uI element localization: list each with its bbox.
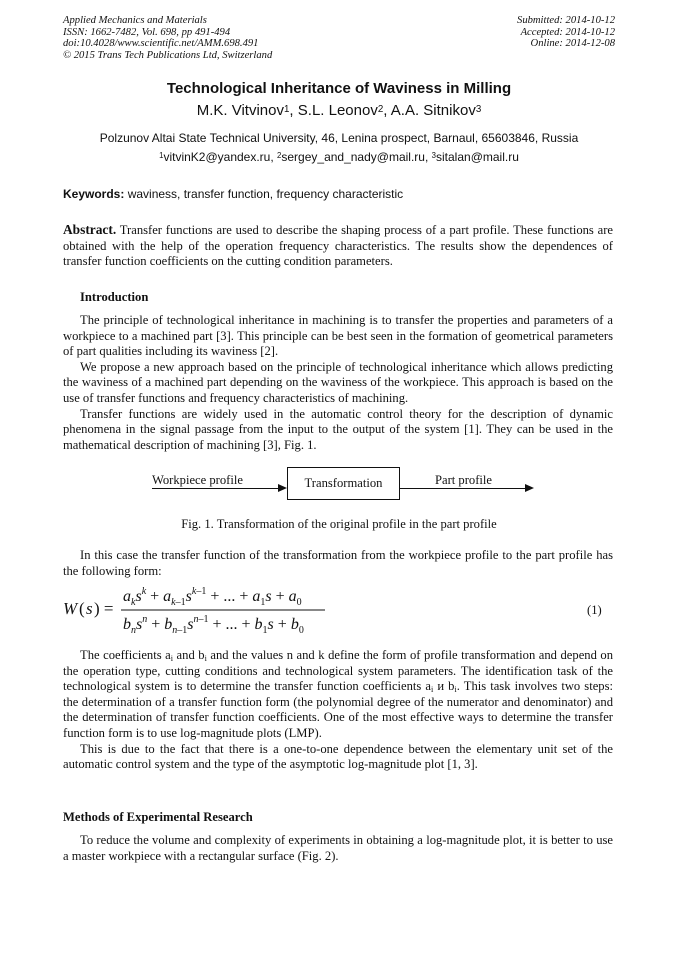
abstract-label: Abstract. [63, 222, 117, 237]
input-label: Workpiece profile [152, 473, 243, 487]
email-list: $^1$vitvinK2@yandex.ru, $^2$sergey_and_nady@mail.ru, $^3$sitalan@mail.ru [159, 150, 519, 164]
author-name: M.K. Vitvinov [196, 102, 284, 119]
output-line [400, 488, 526, 489]
equation-number: (1) [587, 603, 602, 617]
online-date: Online: 2014-12-08 [530, 38, 615, 50]
keywords-label: Keywords: [63, 187, 125, 201]
svg-text:(: ( [79, 599, 85, 618]
svg-text:) =: ) = [94, 599, 114, 618]
paragraph: Transfer functions are widely used in the automatic control theory for the description of dynamic phenomena in the signal passage from the input to the output of the system [1]. They can be used in the mathematical description of machining [3], Fig. 1. [63, 406, 613, 452]
journal-info [63, 15, 272, 61]
paper-title: Technological Inheritance of Waviness in Milling [166, 80, 512, 97]
email-address[interactable]: vitvinK2@yandex.ru [163, 150, 271, 164]
svg-text:s: s [86, 599, 93, 618]
arrow-head-icon [525, 484, 534, 492]
journal-name: Applied Mechanics and Materials [63, 15, 207, 26]
accepted-date: Accepted: 2014-10-12 [520, 26, 615, 38]
email-address[interactable]: sitalan@mail.ru [436, 150, 519, 164]
author-sup: 3 [475, 103, 482, 115]
coefficients-body [63, 648, 613, 773]
equation-numerator: $a_ks^k + a_k-1s^k-1$ + ... + $a_1s + a_0$ [123, 586, 302, 608]
author-sup: 1 [283, 103, 290, 115]
paragraph-transfer-function: In this case the transfer function of the transformation from the workpiece profile to the part profile has the following form: [63, 548, 613, 578]
transformation-box: Transformation [287, 467, 400, 500]
section-heading-methods: Methods of Experimental Research [63, 810, 253, 824]
arrow-head-icon [278, 484, 287, 492]
abstract-text: Transfer functions are used to describe the shaping process of a part profile. These functions are obtained with the help of the operation frequency characteristics. The results show the dependences of transfer function coefficients on the cutting condition parameters. [63, 223, 614, 269]
email-sup: 1 [159, 151, 164, 161]
equation-lhs: W [63, 599, 78, 618]
input-line [152, 488, 278, 489]
output-label: Part profile [435, 473, 493, 487]
submitted-date: Submitted: 2014-10-12 [517, 15, 615, 26]
author-sup: 2 [377, 103, 384, 115]
equation-drawing [63, 580, 363, 636]
introduction-body [63, 313, 613, 453]
keywords-text: waviness, transfer function, frequency characteristic [127, 187, 404, 201]
paragraph: The principle of technological inheritance in machining is to transfer the properties and parameters of a workpiece to a machined part [3]. This principle can be best seen in the formation of geometrical parameters of part qualities including its waviness [2]. [63, 313, 613, 359]
email-sup: 3 [431, 151, 436, 161]
email-address[interactable]: sergey_and_nady@mail.ru [281, 150, 425, 164]
author-list: M.K. Vitvinov$^1$, S.L. Leonov$^2$, A.A. Sitnikov$^3$ [196, 102, 482, 119]
paragraph: We propose a new approach based on the principle of technological inheritance which allows predicting the waviness of a machined part depending on the waviness of the workpiece. This approach is based on the use of transfer functions and frequency characteristics of machining. [63, 359, 613, 405]
doi-line: doi:10.4028/www.scientific.net/AMM.698.491 [63, 38, 259, 50]
affiliation: Polzunov Altai State Technical University, 46, Lenina prospect, Barnaul, 65603846, Russia [99, 131, 579, 145]
paragraph-coefficients: The coefficients $a_i$ and $b_i$ and the values n and k define the form of profile transformation and depend on the operation type, cutting conditions and technological system parameters. The identification task of the technological system is to determine the transfer function coefficients $a_i$ и $b_i$. This task involves two steps: the determination of a transfer function form (the polynomial degree of the numerator and denominator) and the determination of transfer function coefficients. One of the most effective ways to determine the transfer function form is to use log-magnitude plots (LMP). [63, 648, 613, 740]
equation-denominator: $b_ns^n + b_n-1s^n-1$ + ... + $b_1s + b_0$ [123, 614, 304, 636]
section-heading-introduction: Introduction [80, 290, 149, 304]
dates-info [517, 15, 615, 50]
author-name: A.A. Sitnikov [390, 102, 476, 119]
paragraph-dependence: This is due to the fact that there is a one-to-one dependence between the elementary unit set of the automatic control system and the type of the asymptotic log-magnitude plot [1, 3]. [63, 741, 613, 772]
paragraph-methods: To reduce the volume and complexity of experiments in obtaining a log-magnitude plot, it is better to use a master workpiece with a rectangular surface (Fig. 2). [63, 833, 613, 863]
author-name: S.L. Leonov [297, 102, 378, 119]
abstract [63, 222, 613, 270]
figure-1-caption: Fig. 1. Transformation of the original profile in the part profile [181, 517, 497, 531]
keywords [63, 187, 613, 203]
copyright-line: © 2015 Trans Tech Publications Ltd, Switzerland [63, 49, 273, 61]
email-sup: 2 [277, 151, 282, 161]
issn-line: ISSN: 1662-7482, Vol. 698, pp 491-494 [63, 26, 231, 38]
